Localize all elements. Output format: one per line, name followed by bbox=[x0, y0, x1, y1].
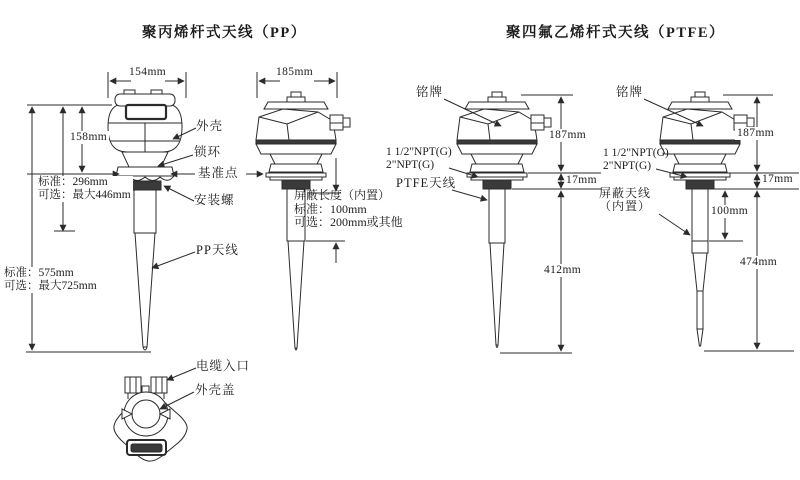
housing-label: 外壳 bbox=[196, 119, 224, 133]
npt-thread-1-line2: 2"NPT(G) bbox=[386, 159, 435, 171]
npt-thread-1-line1: 1 1/2"NPT(G) bbox=[386, 146, 452, 158]
pp-front-antenna-drawing bbox=[108, 90, 182, 350]
pp-upper-length-note bbox=[36, 176, 133, 202]
ptfe-flange-dim-1: 17mm bbox=[566, 174, 597, 186]
ptfe-shield-length-dim: 100mm bbox=[711, 205, 749, 217]
ptfe-head-height-dim-2: 187mm bbox=[737, 127, 775, 139]
reference-point-label: 基准点 bbox=[198, 166, 239, 180]
pp-housing-height-dim: 158mm bbox=[70, 131, 108, 143]
npt-thread-2-line2: 2"NPT(G) bbox=[603, 160, 652, 172]
mounting-screw-label: 安装螺 bbox=[194, 193, 235, 207]
pp-section-title: 聚丙烯杆式天线（PP） bbox=[142, 25, 307, 41]
pp-side-width-dim: 185mm bbox=[276, 66, 314, 78]
ptfe-antenna-drawing bbox=[457, 92, 551, 348]
ptfe-section-title: 聚四氟乙烯杆式天线（PTFE） bbox=[506, 25, 726, 41]
ptfe-flange-dim-2: 17mm bbox=[762, 173, 793, 185]
shield-length-line2: 标准：100mm bbox=[294, 201, 367, 216]
ptfe-rod-length-dim-2: 474mm bbox=[740, 256, 778, 268]
shield-length-note bbox=[294, 189, 403, 230]
ptfe-head-height-dim-1: 187mm bbox=[549, 129, 587, 141]
lock-ring-label: 锁环 bbox=[194, 145, 222, 159]
shield-length-line3: 可选：200mm或其他 bbox=[294, 215, 403, 229]
shield-antenna-line1: 屏蔽天线 bbox=[599, 186, 652, 200]
nameplate-label-2: 铭牌 bbox=[616, 85, 644, 99]
pp-front-width-dim: 154mm bbox=[129, 66, 167, 78]
pp-total-length-line2: 可选：最大725mm bbox=[4, 280, 97, 292]
shield-antenna-line2: （内置） bbox=[599, 198, 652, 213]
shield-antenna-label bbox=[599, 187, 651, 212]
pp-antenna-label: PP天线 bbox=[196, 243, 239, 257]
cable-entry-label: 电缆入口 bbox=[196, 359, 251, 373]
pp-total-length-note bbox=[2, 267, 99, 293]
pp-upper-length-line1: 标准：296mm bbox=[38, 176, 108, 188]
nameplate-label-1: 铭牌 bbox=[416, 85, 444, 99]
ptfe-antenna-label: PTFE天线 bbox=[396, 176, 457, 190]
housing-cover-label: 外壳盖 bbox=[195, 383, 236, 397]
ptfe-rod-length-dim-1: 412mm bbox=[544, 264, 582, 276]
npt-thread-2-line1: 1 1/2"NPT(G) bbox=[603, 147, 669, 159]
npt-thread-note-1 bbox=[386, 146, 452, 172]
npt-thread-note-2 bbox=[603, 147, 669, 173]
pp-total-length-line1: 标准：575mm bbox=[4, 267, 74, 279]
shield-length-line1: 屏蔽长度（内置） bbox=[294, 188, 391, 202]
pp-upper-length-line2: 可选：最大446mm bbox=[38, 189, 131, 201]
housing-bottom-view-drawing bbox=[114, 377, 187, 461]
